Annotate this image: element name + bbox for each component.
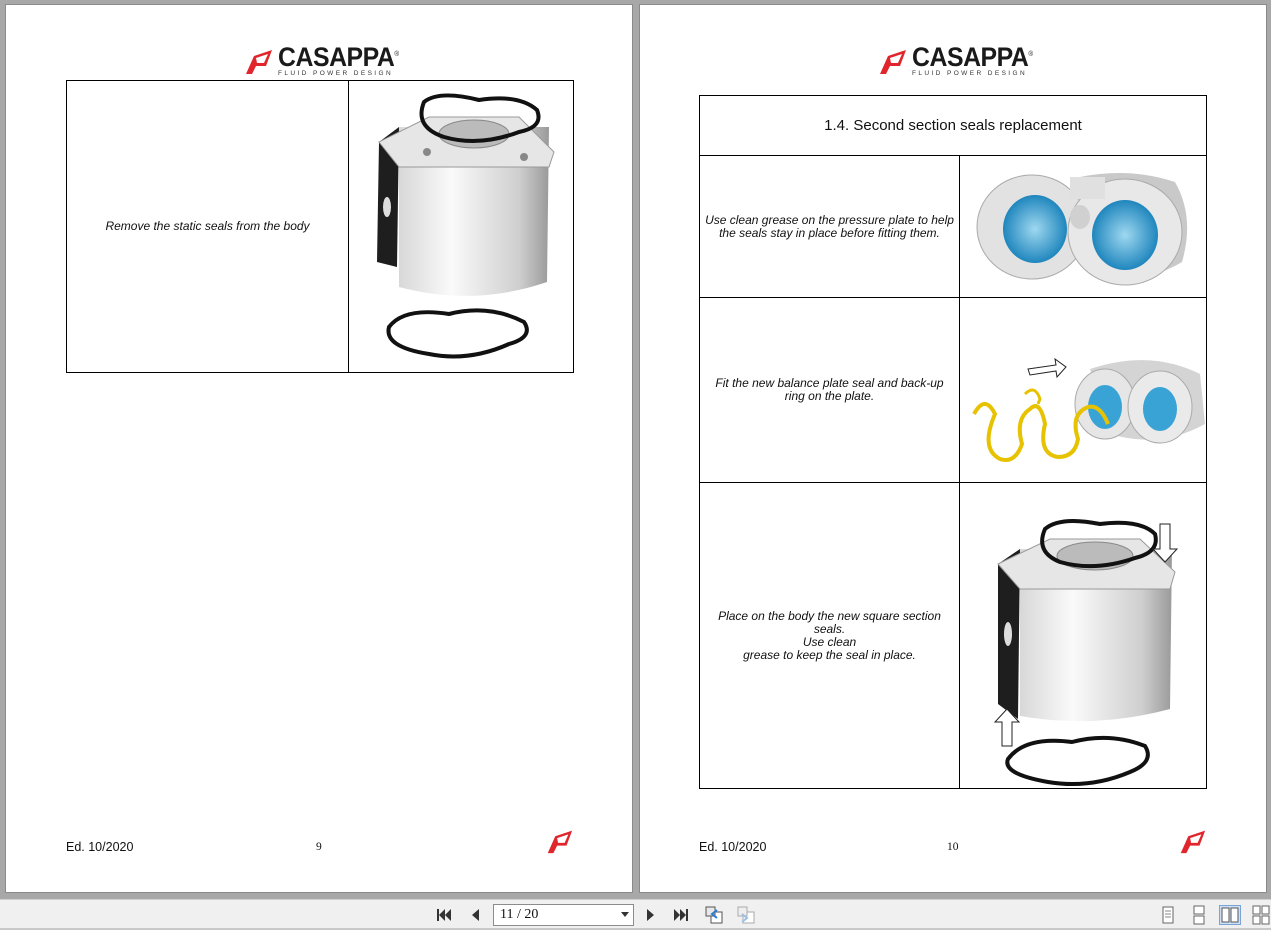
last-page-button[interactable] — [670, 904, 692, 926]
first-page-button[interactable] — [433, 904, 455, 926]
table-row — [67, 81, 574, 373]
navigate-forward-button[interactable] — [735, 904, 757, 926]
brand-name: CASAPPA® — [912, 42, 1033, 72]
page-number: 10 — [947, 841, 959, 853]
edition-label: Ed. 10/2020 — [699, 840, 767, 854]
casappa-logo — [242, 42, 409, 78]
instruction-text: Fit the new balance plate seal and back-up ring on the plate. — [715, 376, 944, 403]
instruction-cell — [700, 483, 960, 789]
navigate-back-button[interactable] — [703, 904, 725, 926]
instruction-text: Use clean grease on the pressure plate to help the seals stay in place before fitting them. — [705, 212, 954, 240]
view-two-page-button[interactable] — [1219, 905, 1241, 925]
table-row — [700, 298, 1207, 483]
view-two-page-continuous-button[interactable] — [1250, 905, 1271, 925]
two-page-continuous-icon — [1250, 905, 1271, 925]
table-row — [700, 483, 1207, 789]
chevron-down-icon[interactable] — [621, 912, 629, 917]
document-page-right — [639, 4, 1267, 893]
instruction-text: Remove the static seals from the body — [105, 219, 310, 233]
pump-body-with-seals-icon — [349, 82, 572, 372]
casappa-footer-mark-icon — [1177, 825, 1207, 855]
next-page-button[interactable] — [640, 904, 662, 926]
last-page-icon — [672, 907, 690, 923]
viewer-toolbar — [0, 899, 1271, 928]
casappa-logo-mark-icon — [242, 44, 274, 76]
view-continuous-button[interactable] — [1188, 905, 1210, 925]
section-heading: 1.4. Second section seals replacement — [700, 96, 1207, 156]
navigate-back-icon — [704, 906, 724, 924]
edition-label: Ed. 10/2020 — [66, 840, 134, 854]
illustration-cell — [960, 483, 1207, 789]
brand-name: CASAPPA® — [278, 42, 399, 72]
instruction-cell — [67, 81, 349, 373]
previous-page-button[interactable] — [464, 904, 486, 926]
casappa-footer-mark-icon — [544, 825, 574, 855]
instruction-line: grease to keep the seal in place. — [743, 647, 916, 662]
brand-tagline: FLUID POWER DESIGN — [278, 70, 394, 77]
page-number-input[interactable] — [493, 904, 634, 926]
brand-tagline: FLUID POWER DESIGN — [912, 70, 1028, 77]
instruction-cell — [700, 298, 960, 483]
two-page-icon — [1220, 906, 1240, 924]
table-row — [700, 96, 1207, 156]
procedure-table-right — [699, 95, 1207, 789]
procedure-table-left — [66, 80, 574, 373]
single-page-icon — [1157, 905, 1179, 925]
instruction-text — [700, 610, 959, 662]
instruction-line: Use clean — [802, 634, 857, 649]
balance-plate-seal-icon — [960, 299, 1205, 482]
casappa-logo — [876, 42, 1043, 78]
illustration-cell — [349, 81, 574, 373]
casappa-logo-mark-icon — [876, 44, 908, 76]
previous-page-icon — [468, 907, 482, 923]
illustration-cell — [960, 298, 1207, 483]
instruction-cell — [700, 156, 960, 298]
navigate-forward-icon — [736, 906, 756, 924]
first-page-icon — [435, 907, 453, 923]
page-indicator: 11 / 20 — [500, 907, 539, 922]
page-number: 9 — [316, 841, 322, 853]
next-page-icon — [644, 907, 658, 923]
table-row — [700, 156, 1207, 298]
continuous-icon — [1188, 905, 1210, 925]
registered-mark: ® — [1028, 51, 1033, 58]
illustration-cell — [960, 156, 1207, 298]
pressure-plate-icon — [960, 157, 1205, 297]
registered-mark: ® — [394, 51, 399, 58]
view-single-page-button[interactable] — [1157, 905, 1179, 925]
document-page-left — [5, 4, 633, 893]
body-square-seals-icon — [960, 484, 1205, 788]
instruction-line: Place on the body the new square section seals. — [718, 608, 941, 636]
